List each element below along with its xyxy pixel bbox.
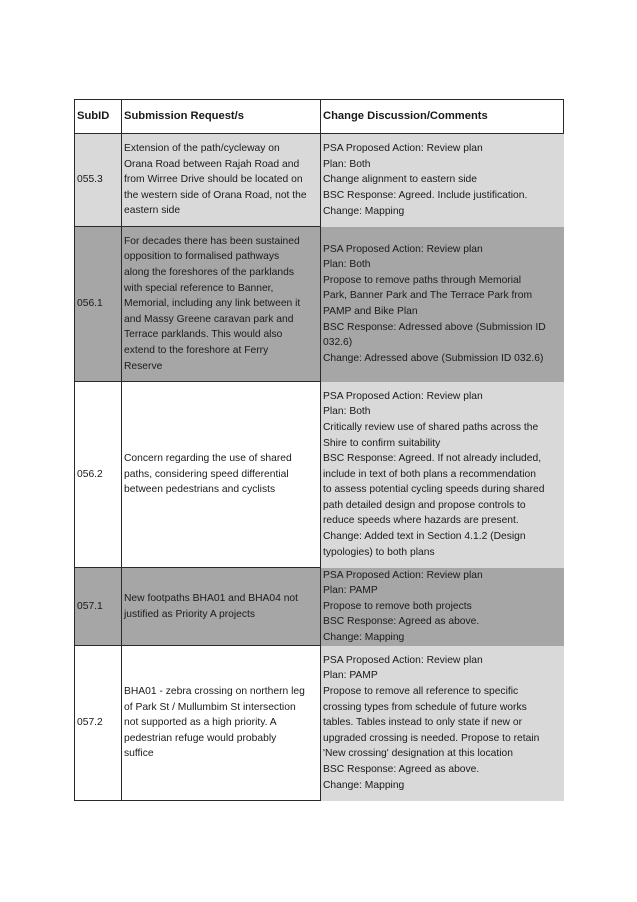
header-subid: SubID (75, 100, 122, 134)
cell-comments: PSA Proposed Action: Review plan Plan: Both Critically review use of shared paths across the Shire to confirm suitability BSC Response: Agreed. If not already included, include in text of both plans a recommendation to assess potential cycling speeds during shared path detailed design and propose controls to reduce speeds where hazards are present. Change: Added text in Section 4.1.2 (Design typologies) to both plans (321, 382, 564, 568)
submissions-table (74, 99, 564, 801)
cell-request: New footpaths BHA01 and BHA04 not justified as Priority A projects (122, 568, 321, 646)
cell-comments: PSA Proposed Action: Review plan Plan: Both Propose to remove paths through Memorial Park, Banner Park and The Terrace Park from PAMP and Bike Plan BSC Response: Adressed above (Submission ID 032.6) Change: Adressed above (Submission ID 032.6) (321, 227, 564, 382)
cell-comments: PSA Proposed Action: Review plan Plan: Both Change alignment to eastern side BSC Response: Agreed. Include justification. Change: Mapping (321, 134, 564, 227)
table-row (75, 227, 564, 382)
cell-comments: PSA Proposed Action: Review plan Plan: PAMP Propose to remove all reference to specific crossing types from schedule of future works tables. Tables instead to only state if new or upgraded crossing is needed. Propose to retain 'New crossing' designation at this location BSC Response: Agreed as above. Change: Mapping (321, 646, 564, 801)
table-row (75, 568, 564, 646)
cell-subid: 057.2 (75, 646, 122, 801)
table-header-row (75, 100, 564, 134)
table-row (75, 382, 564, 568)
header-request: Submission Request/s (122, 100, 321, 134)
cell-request: For decades there has been sustained opposition to formalised pathways along the foreshores of the parklands with special reference to Banner, Memorial, including any link between it and Massy Greene caravan park and Terrace parklands. This would also extend to the foreshore at Ferry Reserve (122, 227, 321, 382)
cell-request: Concern regarding the use of shared paths, considering speed differential between pedestrians and cyclists (122, 382, 321, 568)
table-row (75, 134, 564, 227)
header-comments: Change Discussion/Comments (321, 100, 564, 134)
cell-subid: 056.1 (75, 227, 122, 382)
cell-subid: 055.3 (75, 134, 122, 227)
cell-subid: 056.2 (75, 382, 122, 568)
cell-subid: 057.1 (75, 568, 122, 646)
cell-request: Extension of the path/cycleway on Orana Road between Rajah Road and from Wirree Drive should be located on the western side of Orana Road, not the eastern side (122, 134, 321, 227)
cell-request: BHA01 - zebra crossing on northern leg of Park St / Mullumbim St intersection not supported as a high priority. A pedestrian refuge would probably suffice (122, 646, 321, 801)
submissions-table-container (74, 99, 563, 801)
table-row (75, 646, 564, 801)
cell-comments: PSA Proposed Action: Review plan Plan: PAMP Propose to remove both projects BSC Response: Agreed as above. Change: Mapping (321, 568, 564, 646)
